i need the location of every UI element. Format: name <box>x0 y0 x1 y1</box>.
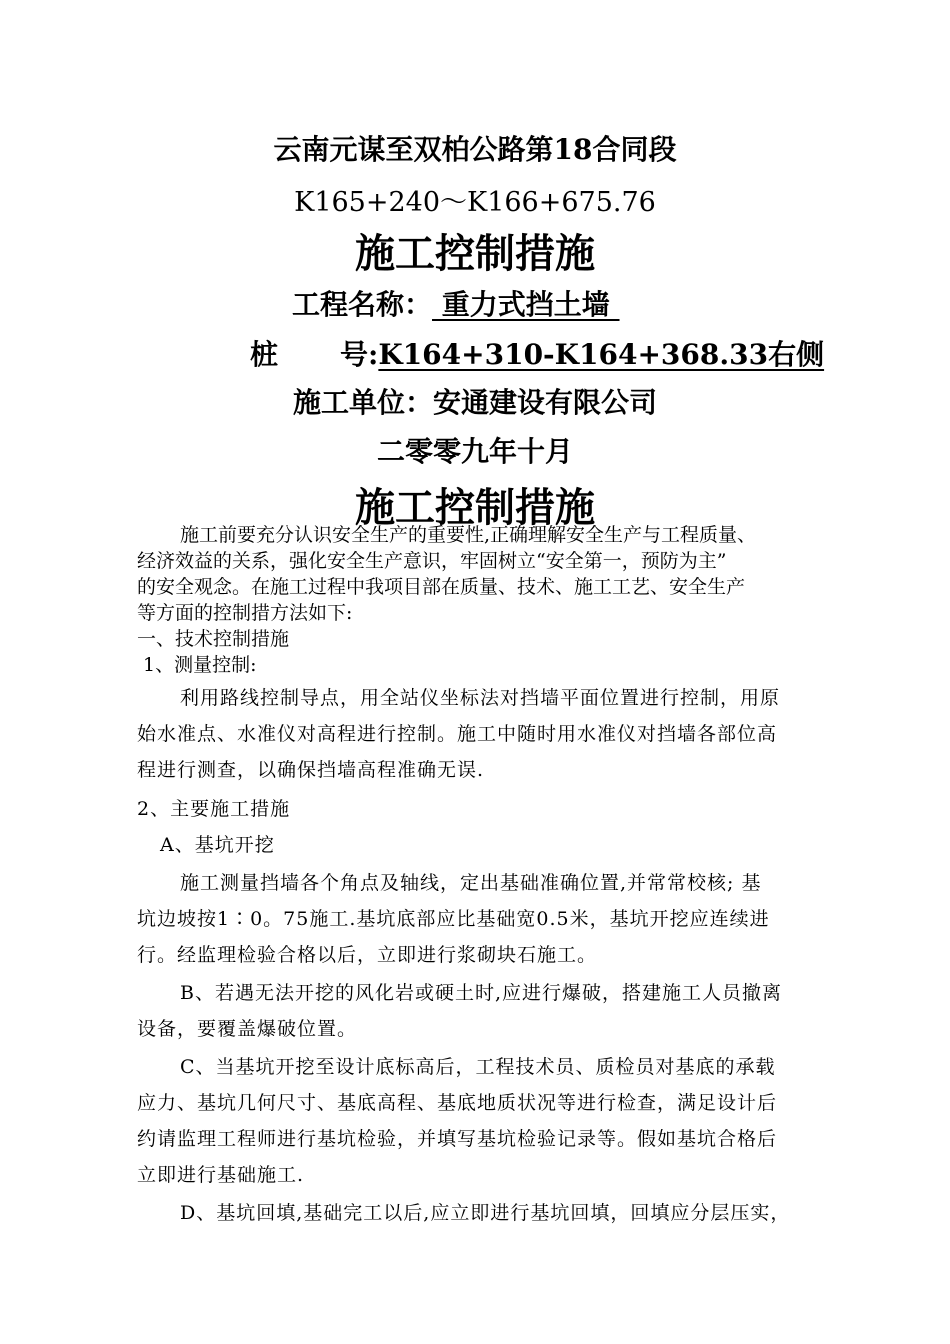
project-name-value: 重力式挡土墙 <box>432 288 620 321</box>
station-label-b: 号: <box>340 338 379 371</box>
station-row <box>250 333 824 373</box>
paragraph-line: B、若遇无法开挖的风化岩或硬土时,应进行爆破，搭建施工人员撤离 <box>180 982 783 1004</box>
item-heading: 2、主要施工措施 <box>137 798 291 820</box>
construction-unit: 施工单位：安通建设有限公司 <box>292 386 657 419</box>
intro-line: 施工前要充分认识安全生产的重要性,正确理解安全生产与工程质量、 <box>180 524 757 546</box>
station-label-a: 桩 <box>250 338 279 371</box>
intro-line: 的安全观念。在施工过程中我项目部在质量、技术、施工工艺、安全生产 <box>137 576 746 598</box>
paragraph-line: 程进行测查，以确保挡墙高程准确无误. <box>137 759 485 781</box>
paragraph-line: 应力、基坑几何尺寸、基底高程、基底地质状况等进行检查，满足设计后 <box>137 1092 778 1114</box>
date-line: 二零零九年十月 <box>376 435 573 468</box>
doc-heading: 施工控制措施 <box>355 484 595 531</box>
paragraph-line: 施工测量挡墙各个角点及轴线，定出基础准确位置,并常常校核; 基 <box>180 872 762 894</box>
intro-line: 经济效益的关系，强化安全生产意识，牢固树立“安全第一，预防为主” <box>137 550 727 572</box>
paragraph-line: 坑边坡按1∶0。75施工.基坑底部应比基础宽0.5米，基坑开挖应连续进 <box>137 908 770 930</box>
project-line: 云南元谋至双柏公路第18合同段 <box>273 133 677 166</box>
paragraph-line: 行。经监理检验合格以后，立即进行浆砌块石施工。 <box>137 944 598 966</box>
project-name-row <box>292 283 620 323</box>
paragraph-line: 始水准点、水准仪对高程进行控制。施工中随时用水准仪对挡墙各部位高 <box>137 723 778 745</box>
section-heading: 一、技术控制措施 <box>137 628 290 650</box>
paragraph-line: 利用路线控制导点，用全站仪坐标法对挡墙平面位置进行控制，用原 <box>180 687 781 709</box>
station-value: K164+310-K164+368.33右侧 <box>378 338 825 371</box>
paragraph-line: 约请监理工程师进行基坑检验，并填写基坑检验记录等。假如基坑合格后 <box>137 1128 778 1150</box>
item-heading: 1、测量控制: <box>143 654 257 676</box>
intro-line: 等方面的控制措方法如下: <box>137 602 353 624</box>
main-title: 施工控制措施 <box>355 230 595 277</box>
paragraph-line: D、基坑回填,基础完工以后,应立即进行基坑回填，回填应分层压实， <box>180 1202 791 1224</box>
paragraph-line: C、当基坑开挖至设计底标高后，工程技术员、质检员对基底的承载 <box>180 1056 776 1078</box>
sub-heading: A、基坑开挖 <box>160 834 275 856</box>
paragraph-line: 设备，要覆盖爆破位置。 <box>137 1018 358 1040</box>
project-name-label: 工程名称： <box>292 288 433 321</box>
range-line: K165+240～K166+675.76 <box>294 187 656 218</box>
paragraph-line: 立即进行基础施工. <box>137 1164 305 1186</box>
